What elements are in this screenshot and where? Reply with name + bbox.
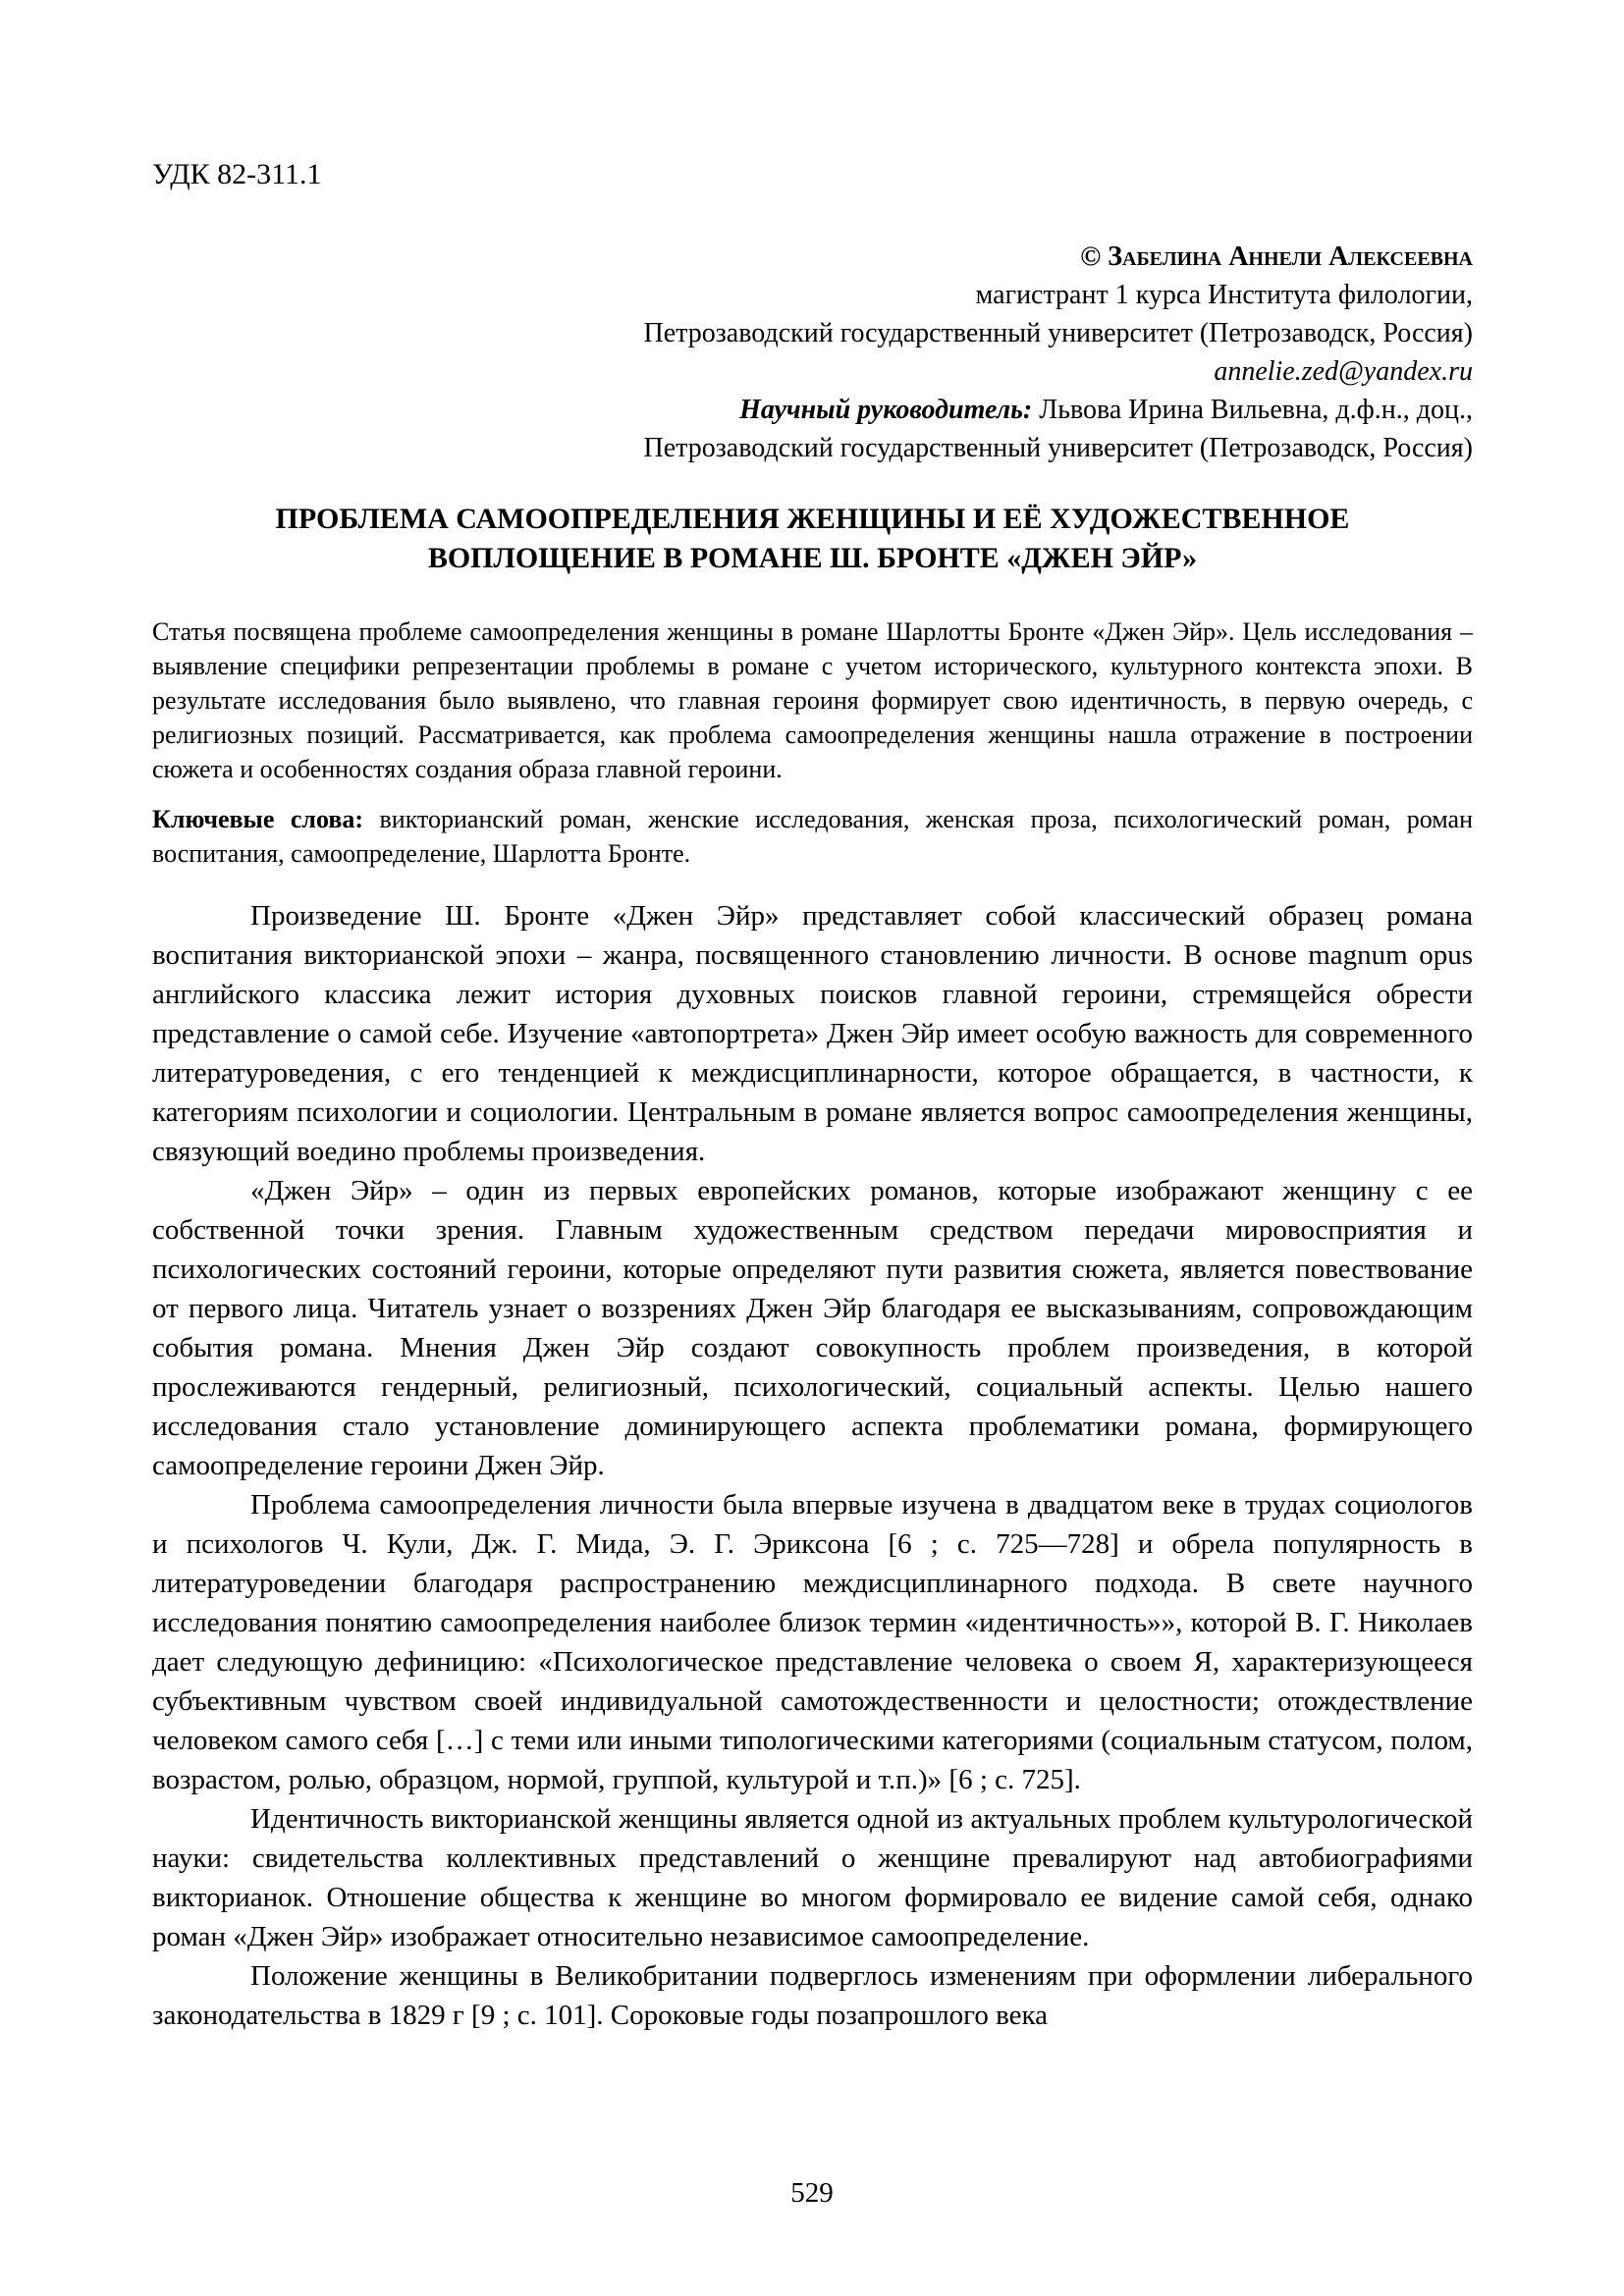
body-paragraph: «Джен Эйр» – один из первых европейских романов, которые изображают женщину с ее собственной точки зрения. Главным художественным средством передачи мировосприятия и психологических состояний героини, которые определяют пути развития сюжета, является повествование от первого лица. Читатель узнает о воззрениях Джен Эйр благодаря ее высказываниям, сопровождающим события романа. Мнения Джен Эйр создают совокупность проблем произведения, в которой прослеживаются гендерный, религиозный, психологический, социальный аспекты. Целью нашего исследования стало установление доминирующего аспекта проблематики романа, формирующего самоопределение героини Джен Эйр. — [152, 1175, 1473, 1481]
keywords-label: Ключевые слова: — [152, 805, 364, 833]
author-role: магистрант 1 курса Института филологии, — [975, 280, 1473, 310]
keywords-text: викторианский роман, женские исследования, женская проза, психологический роман, роман воспитания, самоопределение, Шарлотта Бронте. — [152, 805, 1473, 868]
body-paragraph: Проблема самоопределения личности была впервые изучена в двадцатом веке в трудах социологов и психологов Ч. Кули, Дж. Г. Мида, Э. Г. Эриксона [6 ; с. 725—728] и обрела популярность в литературоведении благодаря распространению междисциплинарного подхода. В свете научного исследования понятию самоопределения наиболее близок термин «идентичность»», которой В. Г. Николаев дает следующую дефиницию: «Психологическое представление человека о своем Я, характеризующееся субъективным чувством своей индивидуальной самотождественности и целостности; отождествление человеком самого себя […] с теми или иными типологическими категориями (социальным статусом, полом, возрастом, ролью, образцом, нормой, группой, культурой и т.п.)» [6 ; с. 725]. — [152, 1489, 1473, 1795]
abstract-text: Статья посвящена проблеме самоопределения женщины в романе Шарлотты Бронте «Джен Эйр». Цель исследования – выявление специфики репрезентации проблемы в романе с учетом исторического, культурного контекста эпохи. В результате исследования было выявлено, что главная героиня формирует свою идентичность, в первую очередь, с религиозных позиций. Рассматривается, как проблема самоопределения женщины нашла отражение в построении сюжета и особенностях создания образа главной героини. — [152, 617, 1473, 783]
author-email: annelie.zed@yandex.ru — [1214, 356, 1473, 387]
article-title-line-1: ПРОБЛЕМА САМООПРЕДЕЛЕНИЯ ЖЕНЩИНЫ И ЕЁ ХУДОЖЕСТВЕННОЕ — [275, 503, 1350, 535]
supervisor-name: Львова Ирина Вильевна, д.ф.н., доц., — [1032, 395, 1473, 425]
page-number: 529 — [790, 2177, 834, 2209]
keywords-line — [152, 802, 1473, 871]
author-affiliation: Петрозаводский государственный университет (Петрозаводск, Россия) — [643, 318, 1473, 348]
article-title — [152, 500, 1473, 578]
author-copyright-name: © Забелина Аннели Алексеевна — [1080, 241, 1473, 272]
udc-code: УДК 82-311.1 — [152, 158, 322, 190]
supervisor-label: Научный руководитель: — [739, 395, 1033, 425]
article-body — [152, 896, 1473, 2035]
author-block — [152, 238, 1473, 467]
body-paragraph: Идентичность викторианской женщины является одной из актуальных проблем культурологической науки: свидетельства коллективных представлений о женщине превалируют над автобиографиями викторианок. Отношение общества к женщине во многом формировало ее видение самой себя, однако роман «Джен Эйр» изображает относительно независимое самоопределение. — [152, 1803, 1473, 1952]
body-paragraph: Положение женщины в Великобритании подверглось изменениям при оформлении либерального законодательства в 1829 г [9 ; с. 101]. Сороковые годы позапрошлого века — [152, 1960, 1473, 2031]
supervisor-line — [152, 391, 1473, 429]
body-paragraph: Произведение Ш. Бронте «Джен Эйр» представляет собой классический образец романа воспитания викторианской эпохи – жанра, посвященного становлению личности. В основе magnum opus английского классика лежит история духовных поисков главной героини, стремящейся обрести представление о самой себе. Изучение «автопортрета» Джен Эйр имеет особую важность для современного литературоведения, с его тенденцией к междисциплинарности, которое обращается, в частности, к категориям психологии и социологии. Центральным в романе является вопрос самоопределения женщины, связующий воедино проблемы произведения. — [152, 900, 1473, 1167]
article-title-line-2: ВОПЛОЩЕНИЕ В РОМАНЕ Ш. БРОНТЕ «ДЖЕН ЭЙР» — [427, 542, 1198, 574]
supervisor-affiliation: Петрозаводский государственный университет (Петрозаводск, Россия) — [643, 433, 1473, 463]
